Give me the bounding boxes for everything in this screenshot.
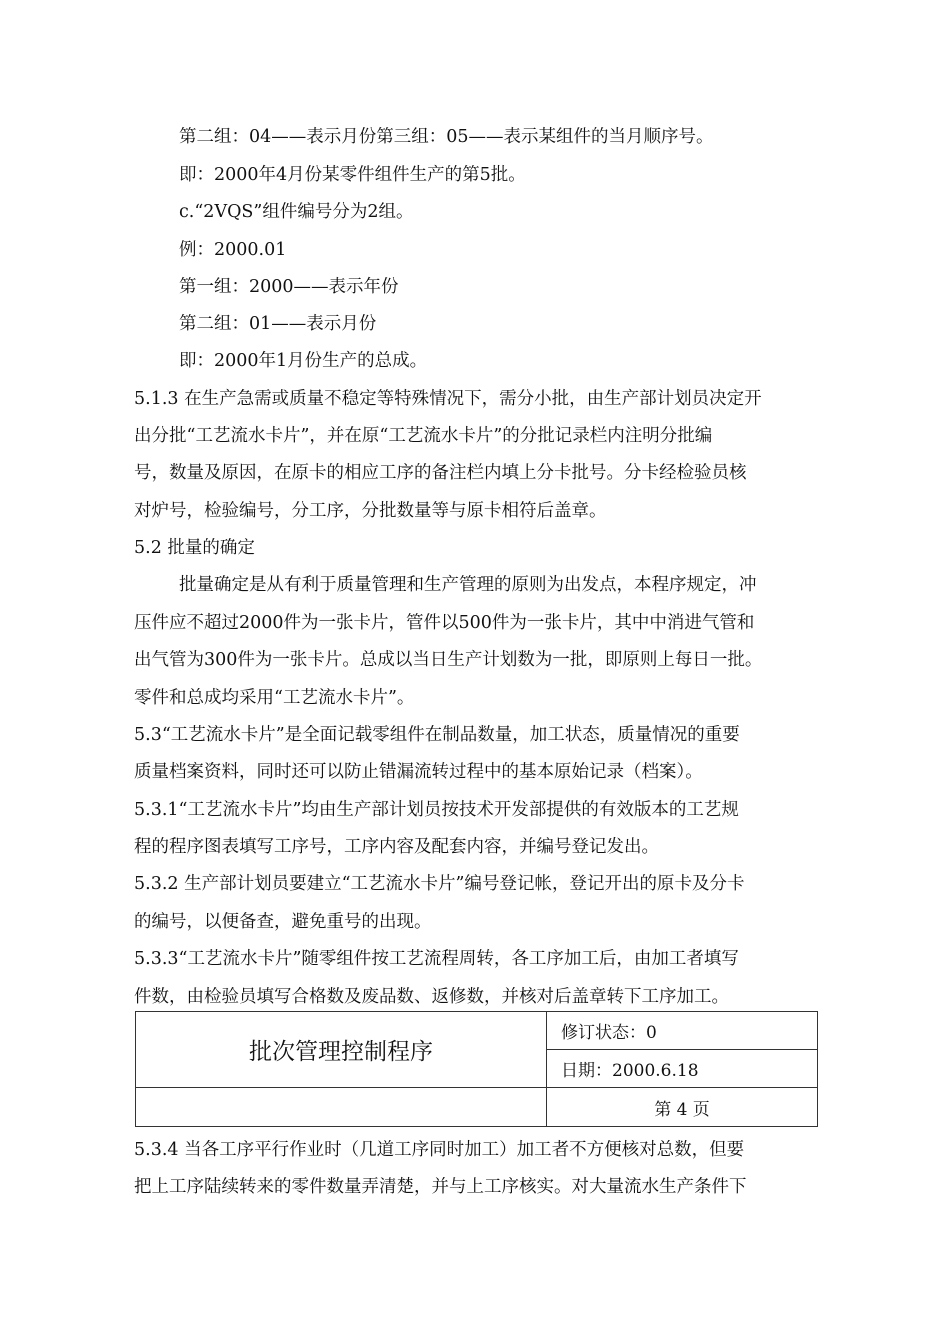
text-line: c.“2VQS”组件编号分为2组。 bbox=[179, 202, 414, 222]
text-line: 第二组：04——表示月份第三组：05——表示某组件的当月顺序号。 bbox=[179, 127, 714, 147]
text-line: 质量档案资料，同时还可以防止错漏流转过程中的基本原始记录（档案）。 bbox=[134, 762, 703, 782]
text-line: 5.3“工艺流水卡片”是全面记载零组件在制品数量，加工状态，质量情况的重要 bbox=[134, 725, 740, 745]
text-line: 号，数量及原因，在原卡的相应工序的备注栏内填上分卡批号。分卡经检验员核 bbox=[134, 463, 747, 483]
text-line: 即：2000年1月份生产的总成。 bbox=[179, 351, 428, 371]
text-line: 零件和总成均采用“工艺流水卡片”。 bbox=[134, 688, 415, 708]
text-line: 第二组：01——表示月份 bbox=[179, 314, 377, 334]
text-line: 件数，由检验员填写合格数及废品数、返修数，并核对后盖章转下工序加工。 bbox=[134, 987, 729, 1007]
text-line: 5.3.2 生产部计划员要建立“工艺流水卡片”编号登记帐，登记开出的原卡及分卡 bbox=[134, 874, 745, 894]
text-line: 出分批“工艺流水卡片”，并在原“工艺流水卡片”的分批记录栏内注明分批编 bbox=[134, 426, 713, 446]
text-line: 例：2000.01 bbox=[179, 240, 287, 260]
text-line: 对炉号，检验编号，分工序，分批数量等与原卡相符后盖章。 bbox=[134, 501, 607, 521]
text-line: 5.3.3“工艺流水卡片”随零组件按工艺流程周转，各工序加工后，由加工者填写 bbox=[134, 949, 739, 969]
document-title: 批次管理控制程序 bbox=[136, 1012, 547, 1088]
document-header-table bbox=[135, 1011, 818, 1127]
text-line: 把上工序陆续转来的零件数量弄清楚，并与上工序核实。对大量流水生产条件下 bbox=[134, 1177, 747, 1197]
revision-status: 修订状态：0 bbox=[547, 1012, 818, 1050]
text-line: 5.3.4 当各工序平行作业时（几道工序同时加工）加工者不方便核对总数，但要 bbox=[134, 1140, 745, 1160]
text-line: 第一组：2000——表示年份 bbox=[179, 277, 399, 297]
text-line: 的编号，以便备查，避免重号的出现。 bbox=[134, 912, 432, 932]
section-heading: 5.2 批量的确定 bbox=[134, 538, 255, 558]
text-line: 程的程序图表填写工序号，工序内容及配套内容，并编号登记发出。 bbox=[134, 837, 659, 857]
text-line: 批量确定是从有利于质量管理和生产管理的原则为出发点，本程序规定，冲 bbox=[179, 575, 757, 595]
page-number: 第 4 页 bbox=[547, 1088, 818, 1127]
document-date: 日期：2000.6.18 bbox=[547, 1050, 818, 1088]
text-line: 5.3.1“工艺流水卡片”均由生产部计划员按技术开发部提供的有效版本的工艺规 bbox=[134, 800, 739, 820]
text-line: 出气管为300件为一张卡片。总成以当日生产计划数为一批，即原则上每日一批。 bbox=[134, 650, 763, 670]
title-cell-bottom bbox=[136, 1088, 547, 1127]
text-line: 5.1.3 在生产急需或质量不稳定等特殊情况下，需分小批，由生产部计划员决定开 bbox=[134, 389, 762, 409]
text-line: 压件应不超过2000件为一张卡片，管件以500件为一张卡片，其中中消进气管和 bbox=[134, 613, 755, 633]
text-line: 即：2000年4月份某零件组件生产的第5批。 bbox=[179, 165, 526, 185]
